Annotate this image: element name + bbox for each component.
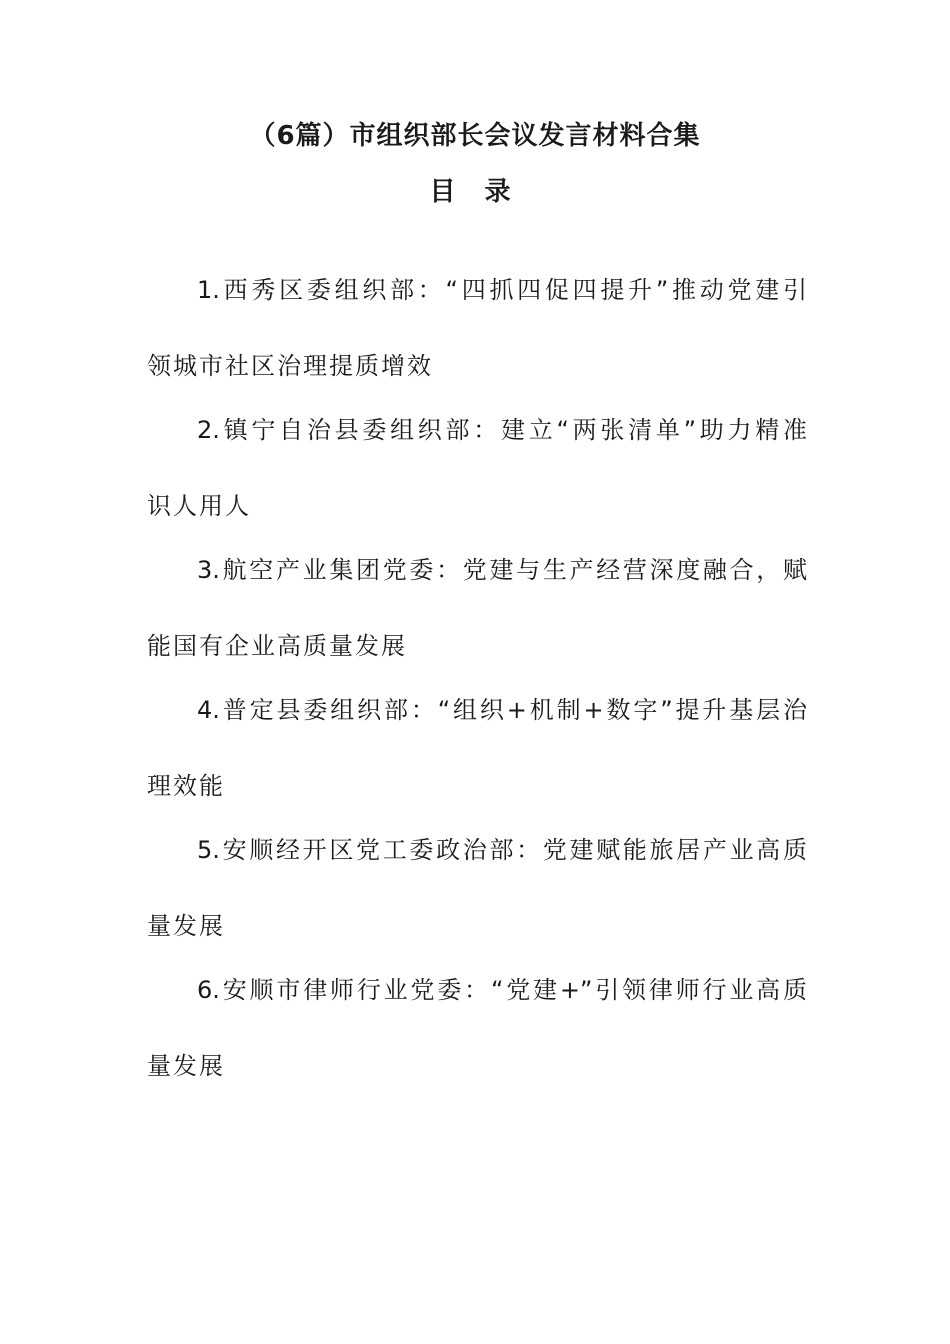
toc-entry-line: 6.安顺市律师行业党委：“党建+”引领律师行业高质 (197, 976, 807, 1004)
toc-entry-5 (147, 830, 807, 970)
document-title: （6篇）市组织部长会议发言材料合集 (249, 121, 701, 151)
toc-entry-line: 3.航空产业集团党委：党建与生产经营深度融合，赋 (197, 556, 807, 584)
toc-entry-line: 4.普定县委组织部：“组织+机制+数字”提升基层治 (197, 696, 807, 724)
toc-entry-1 (147, 270, 807, 410)
toc-entry-3 (147, 550, 807, 690)
toc-entry-line: 1.西秀区委组织部：“四抓四促四提升”推动党建引 (197, 276, 807, 304)
toc-entry-4 (147, 690, 807, 830)
toc-entry-line-continued: 领城市社区治理提质增效 (147, 352, 433, 380)
toc-entry-line-continued: 量发展 (147, 912, 225, 940)
toc-entry-line: 2.镇宁自治县委组织部：建立“两张清单”助力精准 (197, 416, 807, 444)
toc-entry-2 (147, 410, 807, 550)
toc-entry-6 (147, 970, 807, 1110)
table-of-contents (147, 270, 807, 1110)
toc-heading: 目 录 (429, 177, 521, 207)
toc-entry-line: 5.安顺经开区党工委政治部：党建赋能旅居产业高质 (197, 836, 807, 864)
toc-entry-line-continued: 能国有企业高质量发展 (147, 632, 407, 660)
toc-entry-line-continued: 理效能 (147, 772, 225, 800)
toc-entry-line-continued: 量发展 (147, 1052, 225, 1080)
toc-entry-line-continued: 识人用人 (147, 492, 251, 520)
